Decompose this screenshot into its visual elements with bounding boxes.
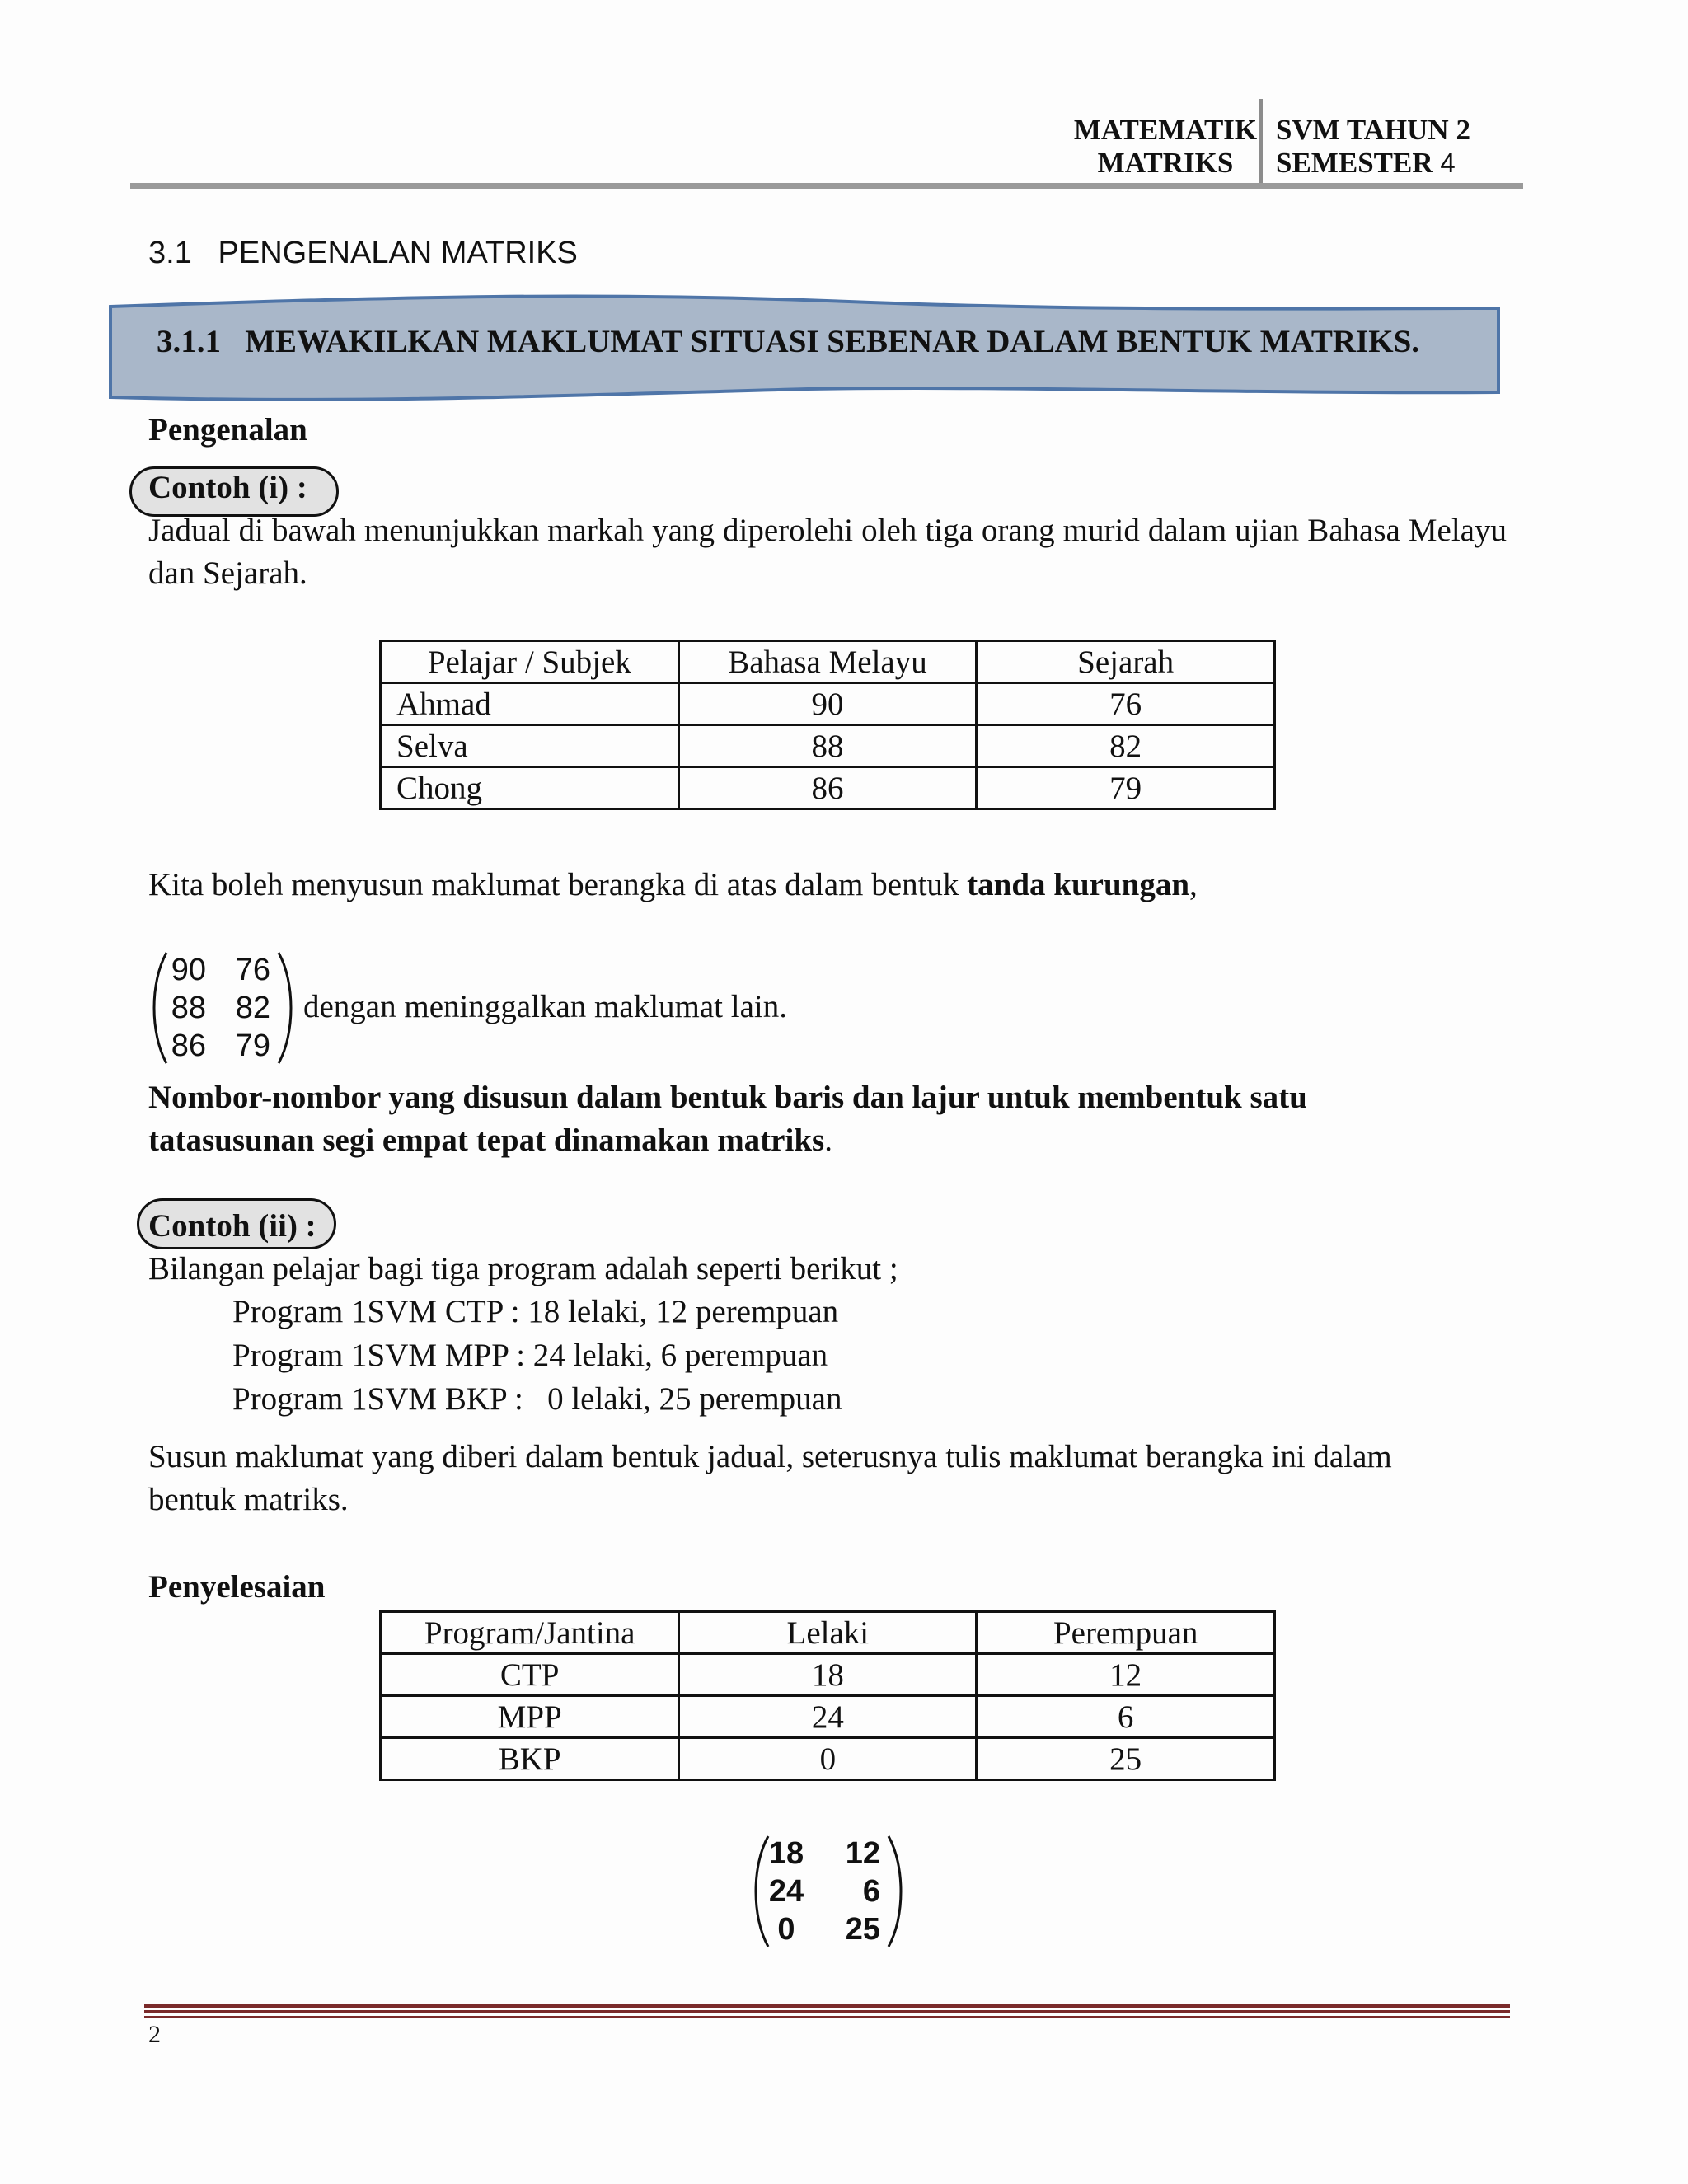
matrix-entry: 76 (235, 953, 270, 987)
solution-heading: Penyelesaian (148, 1569, 326, 1605)
header-subject-line2: MATRIKS (1097, 147, 1234, 179)
table-cell: 24 (679, 1696, 977, 1738)
table-cell: 18 (679, 1654, 977, 1696)
matrix-entry: 12 (845, 1836, 880, 1871)
matrix-entry: 6 (862, 1874, 880, 1909)
table-header-cell: Lelaki (679, 1612, 977, 1654)
bracket-sentence: Kita boleh menyusun maklumat berangka di atas dalam bentuk tanda kurungan, (148, 867, 1198, 902)
matrix-entry: 82 (235, 991, 270, 1025)
table-row (381, 1738, 1275, 1780)
program-table (379, 1610, 1276, 1781)
example2-task: Susun maklumat yang diberi dalam bentuk jadual, seterusnya tulis maklumat berangka ini dalam bentuk matriks. (148, 1439, 1392, 1517)
marks-matrix (148, 949, 297, 1066)
matrix-entry: 24 (768, 1874, 804, 1909)
table-cell: 88 (678, 725, 977, 767)
table-cell: 25 (977, 1738, 1275, 1780)
table-cell: 6 (977, 1696, 1275, 1738)
table-row (381, 1654, 1275, 1696)
program-item: Program 1SVM CTP : 18 lelaki, 12 perempuan (232, 1294, 839, 1329)
footer-rule (144, 2004, 1510, 2008)
matrix-caption: dengan meninggalkan maklumat lain. (303, 989, 787, 1024)
table-header-row (381, 641, 1275, 683)
table-header-cell: Bahasa Melayu (678, 641, 977, 683)
example1-text: Jadual di bawah menunjukkan markah yang diperolehi oleh tiga orang murid dalam ujian Bahasa Melayu dan Sejarah. (148, 513, 1507, 591)
table-header-cell: Pelajar / Subjek (381, 641, 679, 683)
table-cell: 0 (679, 1738, 977, 1780)
table-header-row (381, 1612, 1275, 1654)
intro-heading: Pengenalan (148, 412, 307, 448)
table-row (381, 767, 1275, 809)
footer-rule (144, 2016, 1510, 2018)
matrix-entry: 79 (235, 1029, 270, 1063)
program-matrix (750, 1833, 907, 1950)
marks-table (379, 640, 1276, 810)
subsection-title: 3.1.1 MEWAKILKAN MAKLUMAT SITUASI SEBENAR DALAM BENTUK MATRIKS. (157, 324, 1420, 359)
table-cell: CTP (381, 1654, 679, 1696)
header-subject-line1: MATEMATIK (1073, 114, 1258, 146)
table-cell: BKP (381, 1738, 679, 1780)
table-cell: Chong (381, 767, 679, 809)
matrix-entry: 90 (171, 953, 206, 987)
matrix-entry: 0 (777, 1912, 795, 1947)
matrix-entry: 18 (768, 1836, 804, 1871)
table-cell: 12 (977, 1654, 1275, 1696)
table-cell: 82 (977, 725, 1275, 767)
section-title: 3.1 PENGENALAN MATRIKS (148, 236, 578, 270)
header-course (1276, 114, 1470, 180)
program-item: Program 1SVM BKP : 0 lelaki, 25 perempuan (232, 1381, 842, 1417)
matrix-definition: Nombor-nombor yang disusun dalam bentuk baris dan lajur untuk membentuk satu tatasusunan segi empat tepat dinamakan matriks. (148, 1080, 1307, 1158)
header-rule (130, 183, 1523, 189)
table-header-cell: Sejarah (977, 641, 1275, 683)
table-row (381, 725, 1275, 767)
table-cell: 86 (678, 767, 977, 809)
example2-intro: Bilangan pelajar bagi tiga program adalah seperti berikut ; (148, 1251, 898, 1286)
table-cell: Ahmad (381, 683, 679, 725)
matrix-entry: 25 (845, 1912, 880, 1947)
table-row (381, 1696, 1275, 1738)
footer-rule (144, 2010, 1510, 2013)
example1-label: Contoh (i) : (148, 470, 307, 505)
table-header-cell: Program/Jantina (381, 1612, 679, 1654)
page-number: 2 (148, 2021, 161, 2048)
header-course-line2: SEMESTER 4 (1276, 147, 1456, 179)
table-cell: Selva (381, 725, 679, 767)
table-cell: 90 (678, 683, 977, 725)
matrix-entry: 86 (171, 1029, 206, 1063)
table-header-cell: Perempuan (977, 1612, 1275, 1654)
matrix-entry: 88 (171, 991, 206, 1025)
semester-number: 4 (1440, 148, 1456, 178)
header-course-line1: SVM TAHUN 2 (1276, 114, 1470, 146)
table-row (381, 683, 1275, 725)
header-divider (1259, 99, 1263, 185)
table-cell: 76 (977, 683, 1275, 725)
header-subject (1071, 114, 1259, 180)
table-cell: MPP (381, 1696, 679, 1738)
program-item: Program 1SVM MPP : 24 lelaki, 6 perempuan (232, 1338, 828, 1373)
table-cell: 79 (977, 767, 1275, 809)
example2-label: Contoh (ii) : (148, 1208, 316, 1244)
